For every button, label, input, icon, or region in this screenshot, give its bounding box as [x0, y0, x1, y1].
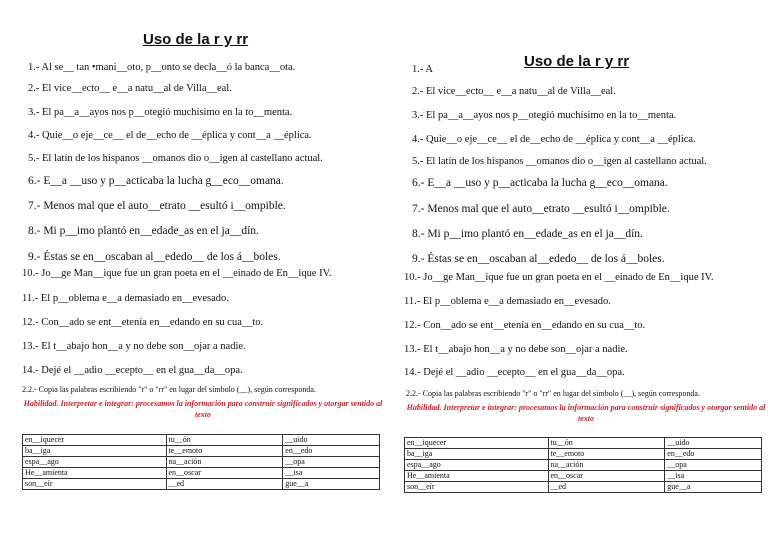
instruction-text: 2.2.- Copia las palabras escribiendo "r" o "rr" en lugar del símbolo (__), según corresponda. — [406, 389, 700, 398]
exercise-item-12: 12.- Con__ado se ent__etenía en__edando en su cua__to. — [404, 320, 646, 331]
exercise-item-13: 13.- El t__abajo hon__a y no debe son__ojar a nadie. — [22, 341, 246, 352]
worksheet-right — [384, 0, 768, 543]
exercise-item-14: 14.- Dejé el __adio __ecepto__ en el gua__da__opa. — [22, 365, 243, 376]
table-cell: tu__ón — [166, 435, 283, 446]
worksheet-title: Uso de la r y rr — [143, 31, 249, 48]
table-row — [405, 471, 762, 482]
table-cell: en__iquecer — [23, 435, 167, 446]
exercise-item-6: 6.- E__a __uso y p__acticaba la lucha g__eco__omana. — [28, 175, 284, 187]
table-row — [23, 479, 380, 490]
table-cell: en__iquecer — [405, 438, 549, 449]
table-row — [405, 449, 762, 460]
exercise-item-2: 2.- El vice__ecto__ e__a natu__al de Villa__eal. — [28, 83, 232, 94]
exercise-item-11: 11.- El p__oblema e__a demasiado en__evesado. — [22, 293, 229, 304]
table-cell: ba__iga — [405, 449, 549, 460]
table-cell: He__amienta — [23, 468, 167, 479]
table-cell: te__emoto — [166, 446, 283, 457]
exercise-item-1: 1.- Al se__ tan •mani__oto, p__onto se decla__ó la banca__ota. — [28, 62, 296, 73]
exercise-item-4: 4.- Quie__o eje__ce__ el de__echo de __éplica y cont__a __éplica. — [412, 134, 696, 145]
table-cell: en__edo — [665, 449, 762, 460]
table-row — [405, 438, 762, 449]
table-row — [23, 446, 380, 457]
exercise-item-14: 14.- Dejé el __adio __ecepto__ en el gua__da__opa. — [404, 367, 625, 378]
table-cell: en__edo — [283, 446, 380, 457]
table-cell: na__ación — [166, 457, 283, 468]
table-cell: __opa — [665, 460, 762, 471]
word-table — [404, 437, 762, 493]
exercise-item-5: 5.- El latín de los hispanos __omanos dio o__igen al castellano actual. — [28, 153, 323, 164]
table-cell: __ed — [548, 482, 665, 493]
exercise-item-5: 5.- El latín de los hispanos __omanos dio o__igen al castellano actual. — [412, 156, 707, 167]
exercise-item-8: 8.- Mi p__imo plantó en__edade_as en el ja__dín. — [412, 228, 643, 240]
skill-text: Habilidad. Interpretar e integrar: procesamos la información para construir significados y otorgar sentido al texto — [23, 399, 383, 419]
exercise-item-7: 7.- Menos mal que el auto__etrato __esultó i__ompible. — [28, 200, 286, 212]
exercise-item-9: 9.- Éstas se en__oscaban al__ededo__ de los á__boles. — [28, 251, 281, 263]
table-row — [405, 482, 762, 493]
exercise-item-3: 3.- El pa__a__ayos nos p__otegió muchísimo en la to__menta. — [412, 110, 677, 121]
table-cell: en__oscar — [548, 471, 665, 482]
exercise-item-1: 1.- A — [412, 64, 433, 75]
table-cell: tu__ón — [548, 438, 665, 449]
table-cell: He__amienta — [405, 471, 549, 482]
table-cell: son__eír — [405, 482, 549, 493]
table-row — [23, 468, 380, 479]
worksheet-title: Uso de la r y rr — [524, 53, 630, 70]
exercise-item-12: 12.- Con__ado se ent__etenía en__edando en su cua__to. — [22, 317, 264, 328]
instruction-text: 2.2.- Copia las palabras escribiendo "r" o "rr" en lugar del símbolo (__), según corresponda. — [22, 385, 316, 394]
table-cell: __ed — [166, 479, 283, 490]
table-cell: son__eír — [23, 479, 167, 490]
table-cell: __opa — [283, 457, 380, 468]
table-cell: ba__iga — [23, 446, 167, 457]
table-cell: en__oscar — [166, 468, 283, 479]
table-cell: te__emoto — [548, 449, 665, 460]
exercise-item-13: 13.- El t__abajo hon__a y no debe son__ojar a nadie. — [404, 344, 628, 355]
exercise-item-10: 10.- Jo__ge Man__ique fue un gran poeta en el __einado de En__ique IV. — [22, 268, 332, 279]
table-cell: __isa — [283, 468, 380, 479]
exercise-item-7: 7.- Menos mal que el auto__etrato __esultó i__ompible. — [412, 203, 670, 215]
word-table — [22, 434, 380, 490]
table-cell: gue__a — [283, 479, 380, 490]
exercise-item-6: 6.- E__a __uso y p__acticaba la lucha g__eco__omana. — [412, 177, 668, 189]
table-cell: espa__ago — [23, 457, 167, 468]
table-row — [405, 460, 762, 471]
exercise-item-3: 3.- El pa__a__ayos nos p__otegió muchísimo en la to__menta. — [28, 107, 293, 118]
exercise-item-11: 11.- El p__oblema e__a demasiado en__evesado. — [404, 296, 611, 307]
table-cell: na__ación — [548, 460, 665, 471]
exercise-item-8: 8.- Mi p__imo plantó en__edade_as en el ja__dín. — [28, 225, 259, 237]
skill-text: Habilidad. Interpretar e integrar: procesamos la información para construir significados y otorgar sentido al texto — [406, 403, 766, 423]
table-cell: __uido — [665, 438, 762, 449]
table-cell: espa__ago — [405, 460, 549, 471]
exercise-item-4: 4.- Quie__o eje__ce__ el de__echo de __éplica y cont__a __éplica. — [28, 130, 312, 141]
exercise-item-2: 2.- El vice__ecto__ e__a natu__al de Villa__eal. — [412, 86, 616, 97]
table-cell: __isa — [665, 471, 762, 482]
table-row — [23, 435, 380, 446]
exercise-item-9: 9.- Éstas se en__oscaban al__ededo__ de los á__boles. — [412, 253, 665, 265]
table-cell: __uido — [283, 435, 380, 446]
table-cell: gue__a — [665, 482, 762, 493]
table-row — [23, 457, 380, 468]
exercise-item-10: 10.- Jo__ge Man__ique fue un gran poeta en el __einado de En__ique IV. — [404, 272, 714, 283]
